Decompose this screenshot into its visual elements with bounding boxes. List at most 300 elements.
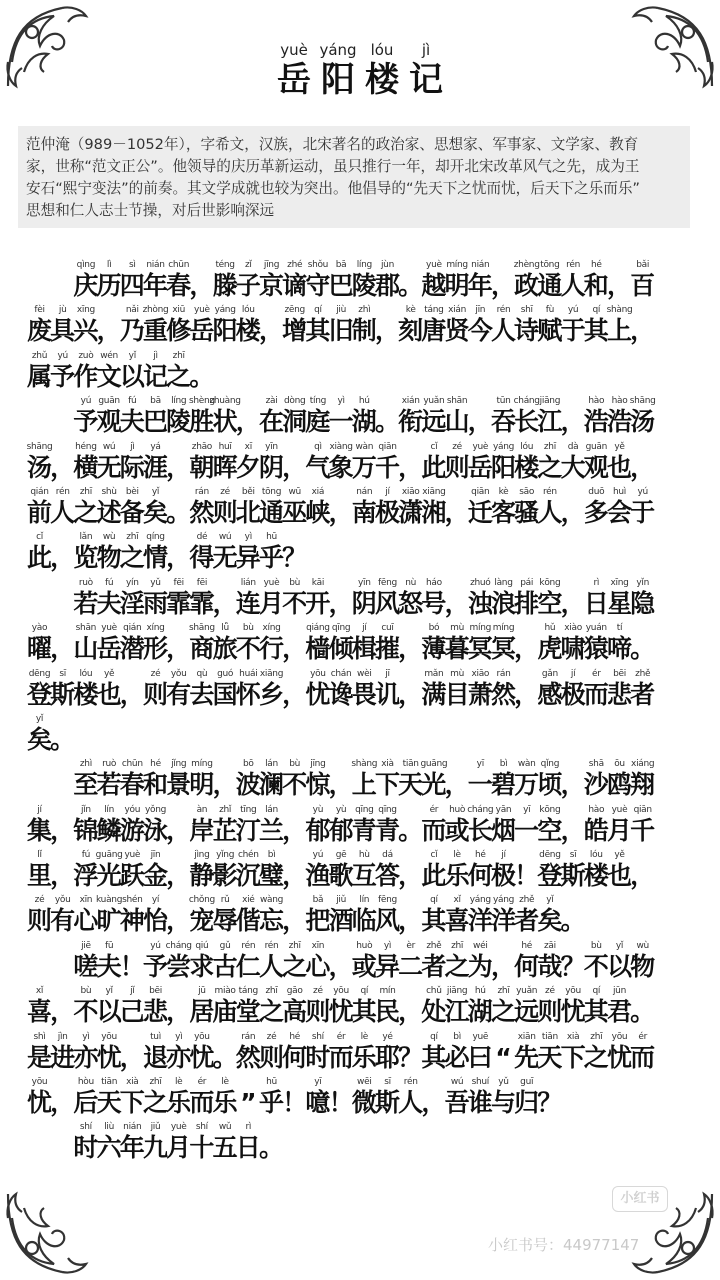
pinyin-syllable: guāng [420,759,448,770]
hanzi-char: 守 [305,271,331,300]
hanzi-char: 夕 [235,452,261,482]
hanzi-char: 樯 [305,634,331,664]
hanzi-char: 不 [282,588,308,618]
pinyin-syllable: yǒng [144,804,167,815]
text-line [28,303,678,348]
hanzi-char: 大 [560,452,586,482]
hanzi-char: 渔 [305,861,331,891]
pinyin-syllable: bō [242,759,254,770]
pinyin-syllable: tiān [101,1077,118,1088]
hanzi-char: ， [282,452,308,482]
pinyin-syllable: yīn [265,441,278,452]
hanzi-char: 乡 [258,679,284,709]
pinyin-syllable: nián [146,260,165,270]
hanzi-char: 长 [467,815,493,845]
pinyin-syllable: bǎ [312,895,324,906]
hanzi-char: 青 [374,815,400,845]
hanzi-char: 去 [189,679,215,709]
pinyin-syllable: rén [403,1077,418,1088]
pinyin-syllable: zuò [78,350,94,361]
pinyin-syllable: bù [590,940,602,951]
intro-line: 思想和仁人志士节操，对后世影响深远 [26,202,275,219]
pinyin-syllable: rén [542,486,557,497]
pinyin-syllable: bù [242,623,254,634]
pinyin-syllable: yáng [214,305,236,316]
hanzi-char: 登 [26,679,52,709]
pinyin-syllable: yǐng [216,850,235,861]
hanzi-char: 时 [73,1133,99,1163]
hanzi-char: 皓 [583,815,609,845]
hanzi-char: 耶 [374,1042,400,1072]
hanzi-char: 百 [630,271,656,300]
hanzi-char: 予 [142,951,168,981]
hanzi-char: 和 [583,271,609,300]
hanzi-char: 天 [96,1088,122,1118]
hanzi-char: 则 [537,997,563,1027]
pinyin-syllable: wǔ [218,1122,232,1133]
hanzi-char: 北 [235,497,261,527]
hanzi-char: 谪 [282,271,308,300]
pinyin-syllable: yǐ [128,350,136,361]
hanzi-char: 千 [374,452,400,482]
hanzi-char: 。 [560,906,586,936]
pinyin-syllable: zé [545,986,555,997]
hanzi-char: 怀 [235,679,261,709]
hanzi-char: 沉 [235,861,261,891]
hanzi-char: 郡 [374,271,400,300]
text-line [28,667,678,712]
hanzi-char: 万 [351,452,377,482]
hanzi-char: 隐 [630,588,656,618]
hanzi-char: 或 [351,951,377,981]
pinyin-syllable: yōu [611,1031,628,1042]
title-char: 岳 [277,60,311,100]
hanzi-char: 兰 [258,815,284,845]
pinyin-syllable: táng [424,305,444,316]
hanzi-char: 其 [583,316,609,346]
hanzi-char: 若 [96,770,122,800]
pinyin-syllable: xǐ [35,986,44,997]
hanzi-char: 人 [537,497,563,527]
pinyin-syllable: yù [335,804,347,815]
hanzi-char: 乐 [351,1042,377,1072]
pinyin-syllable: zé [34,895,45,906]
hanzi-char: 江 [537,407,563,437]
hanzi-char: 则 [212,497,238,527]
pinyin-syllable: shì [33,1031,46,1042]
hanzi-char: 浪 [490,588,516,618]
hanzi-char: 越 [421,271,447,300]
hanzi-char: 澜 [258,770,284,800]
pinyin-syllable: wàng [259,895,284,906]
hanzi-char: 属 [26,361,52,391]
text-line [28,440,678,485]
pinyin-syllable: àn [196,804,208,815]
pinyin-syllable: zhì [79,759,92,770]
pinyin-syllable: tōng [540,260,560,270]
hanzi-char: ， [96,316,122,346]
hanzi-char: 极 [374,497,400,527]
hanzi-char: 亦 [73,1042,99,1072]
hanzi-char: ， [166,861,192,891]
title-pinyin-syllable: lóu [370,41,394,59]
pinyin-syllable: mín [379,986,396,997]
hanzi-char: ， [398,997,424,1027]
pinyin-syllable: yōu [31,1077,48,1088]
hanzi-char: 必 [444,1042,470,1072]
pinyin-syllable: zé [313,986,323,997]
hanzi-char: 连 [235,588,261,618]
hanzi-char: 把 [305,906,331,936]
pinyin-syllable: bēi [149,986,162,997]
pinyin-syllable: yì [175,1031,183,1042]
pinyin-syllable: bēi [613,668,626,679]
hanzi-char: 也 [606,452,632,482]
pinyin-syllable: fú [81,850,91,861]
pinyin-syllable: nián [471,260,490,270]
pinyin-syllable: dà [567,441,579,452]
pinyin-syllable: bù [80,986,92,997]
pinyin-syllable: dēng [28,668,51,679]
hanzi-char: 汤 [26,452,52,482]
hanzi-char: 嗟 [73,951,99,981]
pinyin-syllable: yǐ [546,895,554,906]
pinyin-syllable: lán [265,759,278,770]
title-pinyin-syllable: yuè [280,41,308,59]
hanzi-char: 郁 [305,815,331,845]
hanzi-char: 不 [282,770,308,800]
hanzi-char: 山 [444,407,470,437]
pinyin-syllable: shí [311,1031,324,1042]
hanzi-char: 。 [189,361,215,391]
pinyin-syllable: yōu [565,986,581,997]
pinyin-syllable: hé [150,759,161,770]
hanzi-char: 心 [73,906,99,936]
hanzi-char: 歌 [328,861,354,891]
pinyin-syllable: jīn [150,850,161,861]
pinyin-syllable: rán [496,668,511,679]
hanzi-char: 为 [467,951,493,981]
hanzi-char: 至 [73,770,99,800]
hanzi-char: 汤 [630,407,656,437]
pinyin-syllable: lián [240,577,256,588]
pinyin-syllable: sī [569,850,577,861]
hanzi-char: ， [166,452,192,482]
pinyin-syllable: qīng [355,804,374,815]
hanzi-char: 湖 [467,997,493,1027]
hanzi-char: 文 [96,361,122,391]
hanzi-char: 下 [374,770,400,800]
pinyin-syllable: tōng [261,486,282,497]
pinyin-syllable: kōng [539,577,561,588]
pinyin-syllable: lín [104,804,114,815]
pinyin-syllable: gāo [286,986,303,997]
hanzi-char: 然 [189,497,215,527]
hanzi-char: 忧 [560,997,586,1027]
pinyin-syllable: xǐ [453,895,461,906]
pinyin-syllable: chán [330,668,352,679]
pinyin-syllable: zé [220,486,230,497]
text-line [28,349,678,394]
pinyin-syllable: cuī [381,623,394,634]
hanzi-char: 骚 [514,497,540,527]
hanzi-char: 巫 [282,497,308,527]
hanzi-char: 排 [514,588,540,618]
pinyin-syllable: shī [520,305,533,316]
pinyin-syllable: qiú [195,940,209,951]
pinyin-syllable: zhě [426,940,442,951]
hanzi-char: ， [630,452,656,482]
hanzi-char: 互 [351,861,377,891]
hanzi-char: ， [166,906,192,936]
hanzi-char: ， [560,497,586,527]
hanzi-char: 巴 [142,407,168,437]
pinyin-syllable: yú [312,850,324,861]
hanzi-char: 滕 [212,271,238,300]
hanzi-char: 人 [258,951,284,981]
pinyin-syllable: qí [430,1031,438,1042]
hanzi-char: 虎 [537,634,563,664]
hanzi-char: 也 [96,679,122,709]
pinyin-syllable: kè [405,305,416,316]
pinyin-syllable: guī [520,1077,534,1088]
pinyin-syllable: hū [266,532,277,543]
pinyin-syllable: qí [314,305,322,316]
pinyin-syllable: bì [499,759,508,770]
hanzi-char: 涯 [142,452,168,482]
pinyin-syllable: wéi [473,940,488,951]
hanzi-char: 有 [50,906,76,936]
pinyin-syllable: yǐ [105,986,113,997]
watermark-badge: 小红书 [612,1186,668,1212]
pinyin-syllable: lǎn [79,532,93,543]
hanzi-char: ， [50,452,76,482]
pinyin-syllable: míng [446,260,468,270]
pinyin-syllable: lǚ [221,623,229,634]
pinyin-syllable: rǔ [220,895,230,906]
hanzi-char: 阳 [490,452,516,482]
pinyin-syllable: lè [174,1077,183,1088]
hanzi-char: 郁 [328,815,354,845]
pinyin-syllable: bù [289,759,301,770]
hanzi-char: ， [119,679,145,709]
pinyin-syllable: huī [218,441,232,452]
hanzi-char: 归 [514,1088,540,1118]
hanzi-char: 怡 [142,906,168,936]
hanzi-char: 陵 [351,271,377,300]
hanzi-char: 其 [583,997,609,1027]
pinyin-syllable: yuǎn [516,986,538,997]
pinyin-syllable: yōu [194,1031,210,1042]
hanzi-char: 夫 [96,588,122,618]
hanzi-char: 十 [189,1133,215,1163]
hanzi-char: 民 [374,997,400,1027]
hanzi-char: 客 [490,497,516,527]
pinyin-syllable: yě [614,441,625,452]
pinyin-syllable: xiáng [631,759,655,770]
hanzi-char: 。 [212,1042,238,1072]
pinyin-syllable: shǒu [307,260,329,270]
hanzi-char: 之 [282,951,308,981]
hanzi-char: 忘 [258,906,284,936]
hanzi-char: ， [560,815,586,845]
hanzi-char: 旅 [212,634,238,664]
pinyin-syllable: ér [638,1031,647,1042]
hanzi-char: 沙 [583,770,609,800]
pinyin-syllable: jiāng [446,986,468,997]
pinyin-syllable: sāo [519,486,535,497]
hanzi-char: 神 [119,906,145,936]
hanzi-char: 仁 [235,951,261,981]
pinyin-syllable: shāng [629,396,656,407]
pinyin-syllable: zǐ [244,260,252,270]
hanzi-char: 尝 [166,951,192,981]
hanzi-char: 者 [630,679,656,709]
hanzi-char: 号 [421,588,447,618]
hanzi-char: 岳 [189,316,215,346]
hanzi-char: 年 [119,1133,145,1163]
hanzi-char: 作 [73,361,99,391]
pinyin-syllable: rén [55,486,70,497]
hanzi-char: 洋 [467,906,493,936]
pinyin-syllable: zhòng [142,305,169,316]
author-intro-box [18,126,690,228]
hanzi-char: 观 [96,407,122,437]
hanzi-char: 啸 [560,634,586,664]
hanzi-char: 楼 [235,316,261,346]
hanzi-char: 临 [351,906,377,936]
hanzi-char: 高 [282,997,308,1027]
hanzi-char: 悲 [606,679,632,709]
pinyin-syllable: ér [591,668,601,679]
hanzi-char: 阳 [212,316,238,346]
hanzi-char: 和 [142,770,168,800]
pinyin-syllable: míng [191,759,213,770]
hanzi-char: 之 [444,951,470,981]
hanzi-char: 物 [96,543,122,573]
hanzi-char: 曰 [467,1042,493,1072]
pinyin-syllable: xī [244,441,252,452]
hanzi-char: 处 [421,997,447,1027]
hanzi-char: 谗 [328,679,354,709]
pinyin-syllable: bèi [125,486,139,497]
hanzi-char: 猿 [583,634,609,664]
pinyin-syllable: bì [453,1031,461,1042]
pinyin-syllable: hú [358,396,370,407]
hanzi-char: 岸 [189,815,215,845]
hanzi-char: 而 [630,1042,656,1072]
hanzi-char: ， [630,861,656,891]
pinyin-syllable: zhì [358,305,371,316]
pinyin-syllable: hé [590,260,602,270]
hanzi-char: ， [212,588,238,618]
hanzi-char: 斯 [374,1088,400,1118]
hanzi-char: ， [328,951,354,981]
pinyin-syllable: zhī [590,1031,603,1042]
pinyin-syllable: jūn [612,986,626,997]
text-line [28,803,678,848]
pinyin-syllable: jì [130,441,135,452]
hanzi-char: 子 [235,271,261,300]
pinyin-syllable: mù [450,623,465,634]
pinyin-syllable: yóu [124,804,141,815]
pinyin-syllable: qián [30,486,49,497]
pinyin-syllable: yú [57,350,68,361]
hanzi-char: 何 [282,1042,308,1072]
hanzi-char: 今 [467,316,493,346]
pinyin-syllable: jùn [380,260,394,270]
pinyin-syllable: tūn [496,396,511,407]
pinyin-syllable: kuàng [96,895,123,906]
hanzi-char: 异 [374,951,400,981]
pinyin-syllable: yān [495,804,512,815]
text-line [28,848,678,893]
hanzi-char: 行 [258,634,284,664]
hanzi-char: 顷 [537,770,563,800]
hanzi-char: 集 [26,815,52,845]
pinyin-syllable: xīng [610,577,629,588]
pinyin-syllable: jìng [194,850,210,861]
hanzi-char: 矣 [537,906,563,936]
hanzi-char: 静 [189,861,215,891]
hanzi-char: 横 [73,452,99,482]
hanzi-char: ， [514,679,540,709]
pinyin-syllable: jiāng [539,396,561,407]
hanzi-char: 阴 [351,588,377,618]
pinyin-syllable: hǔ [544,623,556,634]
hanzi-char: 废 [26,316,52,346]
pinyin-syllable: kè [498,486,509,497]
pinyin-syllable: shuí [471,1077,489,1088]
hanzi-char: 空 [537,815,563,845]
hanzi-char: ！ [514,861,540,891]
hanzi-char: ， [258,316,284,346]
pinyin-syllable: lì [106,260,112,270]
hanzi-char: 风 [374,906,400,936]
hanzi-char: 目 [444,679,470,709]
hanzi-char: 怒 [398,588,424,618]
hanzi-char: 辱 [212,906,238,936]
pinyin-syllable: qí [430,895,438,906]
pinyin-syllable: qiān [633,804,652,815]
pinyin-syllable: guāng [95,850,123,861]
hanzi-char: ！ [119,951,145,981]
hanzi-char: 气 [305,452,331,482]
hanzi-char: 夫 [119,407,145,437]
pinyin-syllable: yuè [472,441,489,452]
hanzi-char: 重 [142,316,168,346]
pinyin-syllable: líng [171,396,187,407]
pinyin-syllable: jī [385,668,390,679]
pinyin-syllable: bā [150,396,161,407]
hanzi-char: 先 [514,1042,540,1072]
hanzi-char: ， [282,679,308,709]
hanzi-char: 以 [606,951,632,981]
hanzi-char: 月 [258,588,284,618]
hanzi-char: ， [119,1042,145,1072]
pinyin-syllable: ér [197,1077,207,1088]
hanzi-char: 之 [490,997,516,1027]
hanzi-char: ？ [537,1088,563,1118]
pinyin-syllable: qù [196,668,208,679]
pinyin-syllable: cháng [165,940,192,951]
pinyin-syllable: yá [150,441,161,452]
hanzi-char: 则 [305,997,331,1027]
hanzi-char: 畏 [351,679,377,709]
pinyin-syllable: zhī [265,986,278,997]
hanzi-char: 春 [119,770,145,800]
hanzi-char: 酒 [328,906,354,936]
